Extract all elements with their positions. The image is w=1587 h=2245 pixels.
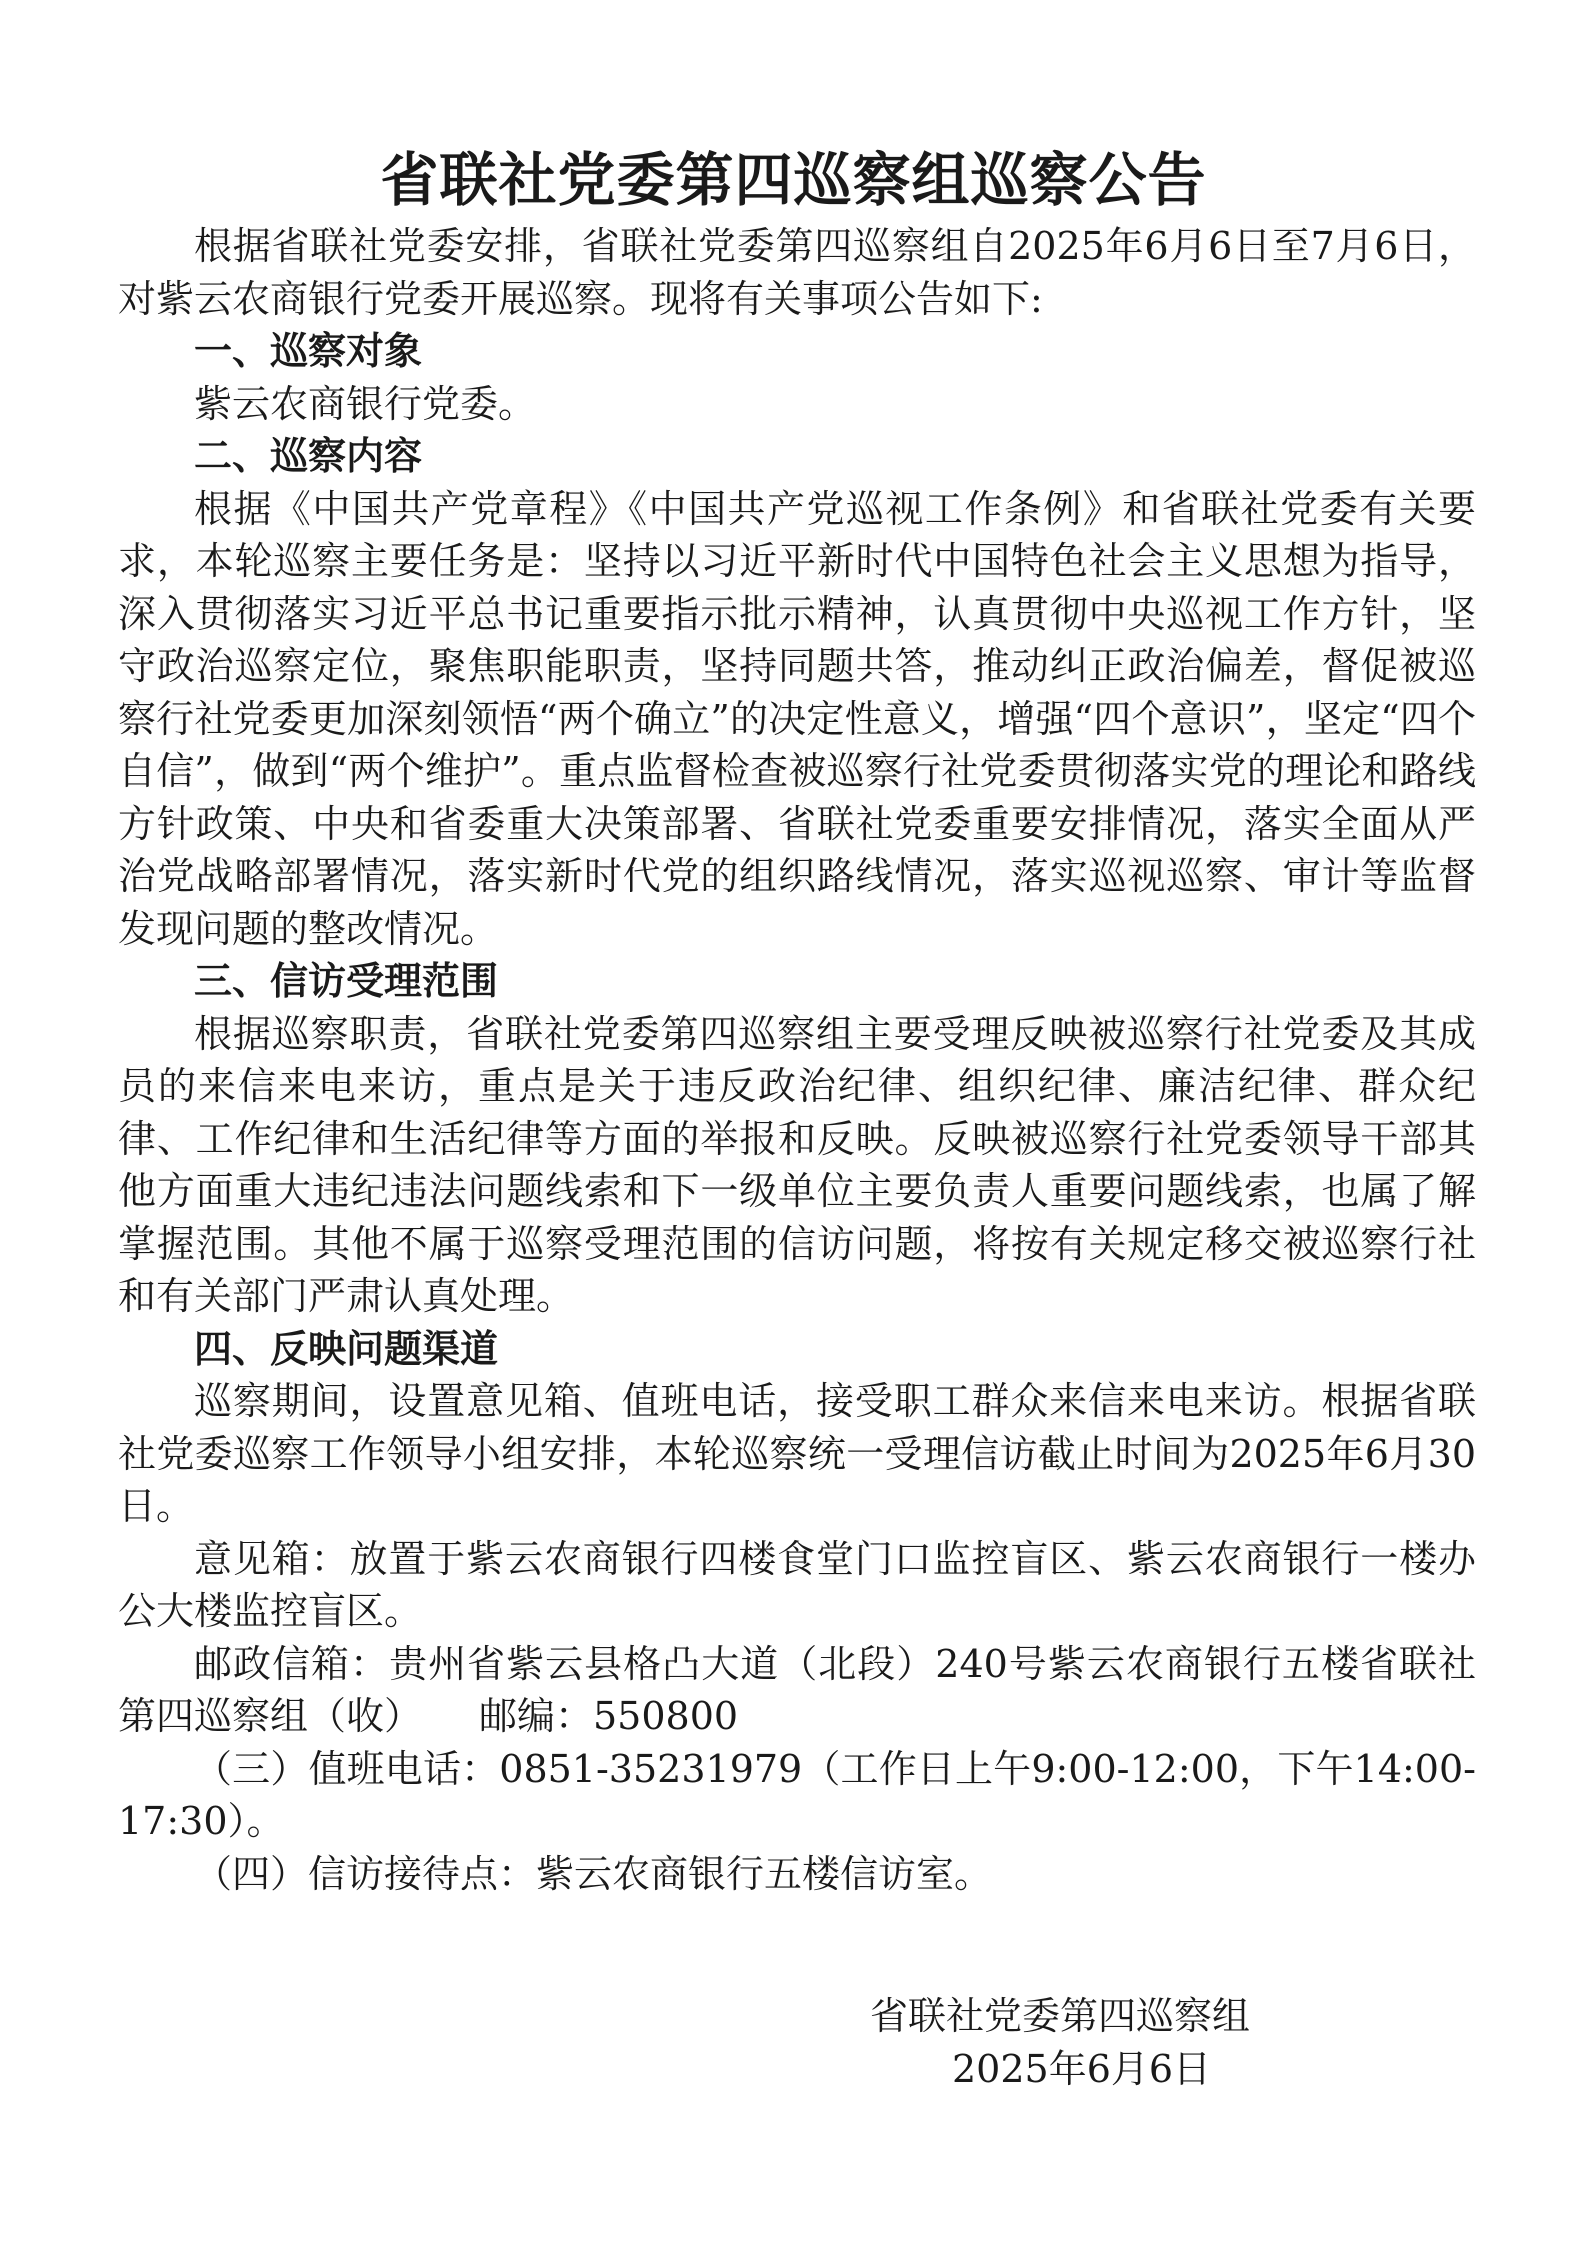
section-heading: 三、信访受理范围 — [194, 959, 499, 1003]
body-paragraph: 巡察期间，设置意见箱、值班电话，接受职工群众来信来电来访。根据省联社党委巡察工作领导小组安排，本轮巡察统一受理信访截止时间为2025年6月30日。 — [118, 1379, 1476, 1528]
body-paragraph: 根据省联社党委安排，省联社党委第四巡察组自2025年6月6日至7月6日，对紫云农商银行党委开展巡察。现将有关事项公告如下: — [118, 224, 1476, 321]
body-paragraph: 意见箱：放置于紫云农商银行四楼食堂门口监控盲区、紫云农商银行一楼办公大楼监控盲区。 — [118, 1536, 1476, 1633]
document-body — [118, 220, 1476, 1900]
body-paragraph: 根据《中国共产党章程》《中国共产党巡视工作条例》和省联社党委有关要求，本轮巡察主要任务是：坚持以习近平新时代中国特色社会主义思想为指导，深入贯彻落实习近平总书记重要指示批示精神，认真贯彻中央巡视工作方针，坚守政治巡察定位，聚焦职能职责，坚持同题共答，推动纠正政治偏差，督促被巡察行社党委更加深刻领悟“两个确立”的决定性意义，增强“四个意识”，坚定“四个自信”，做到“两个维护”。重点监督检查被巡察行社党委贯彻落实党的理论和路线方针政策、中央和省委重大决策部署、省联社党委重要安排情况，落实全面从严治党战略部署情况，落实新时代党的组织路线情况，落实巡视巡察、审计等监督发现问题的整改情况。 — [118, 486, 1476, 951]
body-paragraph: （三）值班电话：0851-35231979（工作日上午9:00-12:00，下午14:00-17:30）。 — [118, 1746, 1476, 1843]
section-heading: 一、巡察对象 — [194, 329, 423, 373]
document-title: 省联社党委第四巡察组巡察公告 — [380, 146, 1207, 214]
signature-date: 2025年6月6日 — [952, 2046, 1212, 2091]
body-paragraph: 根据巡察职责，省联社党委第四巡察组主要受理反映被巡察行社党委及其成员的来信来电来访，重点是关于违反政治纪律、组织纪律、廉洁纪律、群众纪律、工作纪律和生活纪律等方面的举报和反映。反映被巡察行社党委领导干部其他方面重大违纪违法问题线索和下一级单位主要负责人重要问题线索，也属了解掌握范围。其他不属于巡察受理范围的信访问题，将按有关规定移交被巡察行社和有关部门严肃认真处理。 — [118, 1011, 1476, 1318]
body-paragraph: （四）信访接待点：紫云农商银行五楼信访室。 — [194, 1851, 993, 1896]
body-paragraph: 邮政信箱：贵州省紫云县格凸大道（北段）240号紫云农商银行五楼省联社第四巡察组（收） 邮编：550800 — [118, 1641, 1476, 1738]
body-paragraph: 紫云农商银行党委。 — [194, 381, 537, 426]
section-heading: 四、反映问题渠道 — [194, 1326, 499, 1371]
signature-block — [870, 1990, 1290, 2095]
signature-organization: 省联社党委第四巡察组 — [870, 1994, 1251, 2038]
section-heading: 二、巡察内容 — [194, 434, 423, 478]
